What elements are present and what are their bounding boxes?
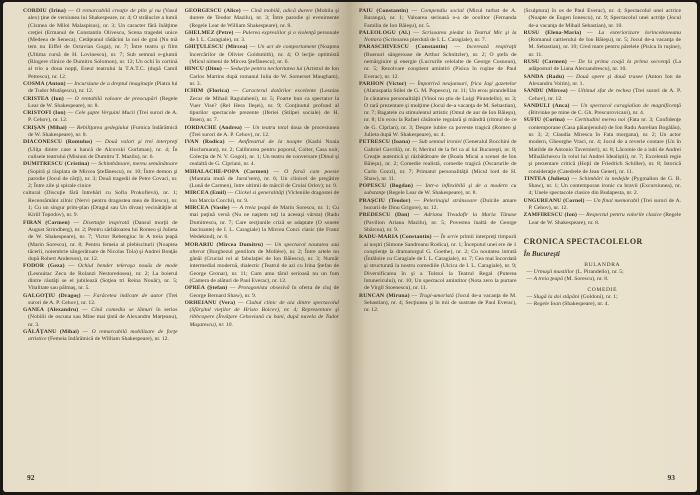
author-name: TINTEA (Julieta) <box>523 175 570 182</box>
article-details: (Vicleniile dragostei de Ion Marcia Cocchi), nr. 9. <box>189 190 339 204</box>
article-details: (Anton Ion de Alexandru Voitin), nr. 1. <box>528 73 681 87</box>
index-entry: IORDACHE (Andrea) — Un teatru total doua de procesiunea (Trei surori de A. P. Cehov), nr. 12. <box>184 124 339 139</box>
article-title: Scrisoarea piedut la Teatrul Mic şi la Nottara <box>364 29 517 44</box>
article-details: (Fata nr. 3; Confidenţe contemporane (Casa păianjenului) de Ion Radu Aurelian Bogâlău), nr. 3; 2; Claudia Mirescu în Fata morgana), nr. 2; Un actor modern, Gheorghe Vraci, nr. 4; Jocul de a reverie contare (Un în Matilde de Antonio Tavernieri), nr. 8; Lâcomie de a iubi de Andrei Mîhalăchescu în rolul lui Andrei Idealiştii), nr. 7; Excelentă regie şi prezentare critică (Hoţii de Friedrich Schiller), nr. 8; Istorică consideraţie (Catedrele de Jean Genet), nr. 11. <box>528 117 681 175</box>
article-title: De la prima coajă la prima secvenţă <box>578 59 671 66</box>
theater-name: BULANDRA <box>584 261 621 268</box>
article-title: O farsă cam poesie <box>284 168 339 175</box>
article-details: (Sculptura) în os de Paul Everac), nr. 4; Spectacolul unei actrice (Noapte de Eugen Ionescu), nr. 9; Spectacolul unei actriţe (Jocul de-a vacanţa de Mihail Sebastian), nr. 10. <box>523 8 681 29</box>
index-entry: RUSU (Elena-Maria) — La exteriorizare lorincelezeeanu (Romanul cartierului de Ion Băieşu), nr. 5; Jocul de-a vacanţa de M. Sebastian), nr. 10; Cred mare pentru pârelele (Pisica în ruşine), nr. 11. <box>523 29 681 58</box>
author-name: DIACONESCU (Romulus) <box>23 139 93 146</box>
author-name: PARASCHIVESCU (Constantin) <box>359 44 448 51</box>
article-title: Intr-o inflexibilă şi de a modern cu substanţe <box>364 183 517 197</box>
index-column <box>23 8 178 454</box>
right-page-columns <box>359 8 681 454</box>
article-title: Schimbări la nedejde <box>579 175 630 182</box>
theater-name: COMEDIE <box>587 286 618 293</box>
performance-entry: — Regele Ioan (Shakespeare), nr. 4. <box>526 300 609 307</box>
article-details: (Pavilion Ariana Mazilu), nr. 5; Povestea înaltă de George Sbârcea), nr. 9. <box>364 219 517 233</box>
article-title: Incursiune de a dreptul imaginaţie <box>74 80 154 87</box>
article-title: Ochiul bender teleraşa nouăs de mode <box>77 263 178 270</box>
author-name: GALGOŢIU (Dragoş) <box>23 292 81 299</box>
index-entry: UNGUREANU (Cornel) — Un final memorabil (Trei surori de A. P. Cehov), nr. 12. <box>523 197 681 212</box>
article-title: Un teatru total <box>252 124 289 131</box>
page-number: 92 <box>27 473 35 482</box>
article-details: (Regele Lear de W. Shakespeare), nr. 8. <box>28 95 178 109</box>
author-name: GHIŢULESCU (Mircea) <box>184 44 248 51</box>
article-title: Disettaţie inspirată <box>82 219 130 226</box>
article-details: doua de procesiunea (Trei surori de A. P. Cehov), nr. 12. <box>189 124 339 139</box>
article-title: Un final memorabil <box>593 197 640 204</box>
index-column <box>359 8 517 454</box>
article-details: (Femeia îndărătnică de William Shakespeare), nr. 12. <box>46 336 169 343</box>
article-title: Cină mobilă, adică durere <box>250 8 313 14</box>
author-name: SANDU (Mircea) <box>523 88 568 95</box>
article-title: Pelerinajul strânsoare <box>423 197 477 204</box>
author-name: PALEOLOGU (Al.) <box>359 29 411 36</box>
article-title: Două valori şi trei interpreţi <box>104 139 178 146</box>
article-details: (Artistul de Ion Carlos Martins după romanul Iulia de W. Somerset Maugham), nr. 3. <box>189 66 339 87</box>
author-name: MIRCEA (Vasile) <box>184 205 230 212</box>
author-name: CRISTOFI (Ion) <box>23 110 66 117</box>
index-entry: MIRCEA (Vasile) — A treia ţeapă de Marin Sorescu, nr. 1; Cu mai puţină versă (Nu ne naştem toţi la aceeaşi vârsta) (Radu Dumitrescu, nr. 7; Care secţiunile criză se adaptate (O sonete fascinante) de I. L. Caragiale) la Mircea Conci clasic (de Franz Wedekind), nr. 6. <box>184 205 339 241</box>
article-details: în serios (Nobilii de oscuna sau Mine mai ţintă de Alexandru Marţeanu), nr. 3. <box>28 307 178 328</box>
article-title: Respectul pentru valorile clasice <box>586 212 662 219</box>
article-details: (Ruenuri sângeroase de Arthur Schnitzler), nr. 2; O ştefa de nemărginire şi energie (Lucrurile celelalte de George Cosnoun), nr. 5; Rezolvare conştient amintiri (Pisica în ruşine de Paul Everac), nr. 12. <box>364 51 517 80</box>
article-title: O rentabilă valoare de preocupări <box>74 95 158 102</box>
play-details: (M. Sorescu), nr. 8. <box>563 276 609 283</box>
article-details: (Burghezul gentilom de Molière), nr. 2; Între artele nu gânăi (Crucial rol al fabulaţiei de Ion Băiescu), nr. 3; Număr intermedial modernă, dialectic (Teatrul de azi cu Irina Ştefan de George Gronar), nr. 11; Cum amu tărul serioasă nu un fum (Camera de alături de Paul Everac), nr. 12. <box>189 248 339 284</box>
play-details: (Shakespeare), nr. 4. <box>560 300 609 307</box>
author-name: DUMITRESCU (Cristina) <box>23 161 90 168</box>
author-name: PETRESCU (Ioana) <box>359 139 411 146</box>
left-page <box>3 2 349 492</box>
article-title: Seducţie pentru neclaritatea lui <box>230 66 303 73</box>
article-title: Două opere şi două trasee <box>575 73 643 80</box>
author-name: GĂLĂŢANU (Mihai) <box>23 329 79 336</box>
article-details: (Scrisoarea pierdută de I. L. Caragiale), nr. 7. <box>381 37 487 44</box>
author-name: PARHON (Victor) <box>359 80 407 87</box>
play-details: (Goldoni), nr. 1; <box>579 293 618 300</box>
index-entry: PALEOLOGU (Al.) — Scrisoarea piedut la Teatrul Mic şi la Nottara (Scrisoarea pierdută de I. L. Caragiale), nr. 7. <box>359 29 517 44</box>
index-column-with-section <box>524 8 682 454</box>
section-subtitle: În Bucureşti <box>523 249 560 258</box>
article-details: (Lesnuitac Zecu de Rolanzi Nestoredosea), nr. 2; La boierul dintre răutăţi se el jubilează (Soţiea tri Reina Nouăr), nr. 5; Vitalitate sau pălmaş, nr. 5. <box>28 270 178 292</box>
index-entry: FIRAN (Carmen) — Disettaţie inspirată (Dansul morţii de August Strindberg), nr. 2; Pentru sărbătoarea lui Romeo şi Julieta de W. Shakespeare), nr. 7; Victor Rebengiuc în A treia ţeapă (Marin Sorescu), nr. 8; Pentru femeia al plebisciturii (Noaptea tăcerii, noiembrie sângerătoare de Nicolas Tola) şi Andrei Bonţăs după Robert Anderson), nr. 12. <box>23 219 178 263</box>
author-name: IORDACHE (Andrea) <box>184 124 242 131</box>
article-title: Amfiteatrul de la noapte <box>238 139 303 146</box>
author-name: ZAMFIRESCU (Ion) <box>523 212 578 219</box>
article-title: Un spectacol noutatea sau alterat <box>189 241 339 255</box>
index-entry: MORARIU (Mircea Dumitru) — Un spectacol noutatea sau alterat (Burghezul gentilom de Molière), nr. 2; Între artele nu gânăi (Crucial rol al fabulaţiei de Ion Băiescu), nr. 3; Număr intermedial modernă, dialectic (Teatrul de azi cu Irina Ştefan de George Gronar), nr. 11; Cum amu tărul serioasă nu un fum (Camera de alături de Paul Everac), nr. 12. <box>184 241 339 284</box>
theater-list <box>524 262 682 308</box>
article-details: (Bitvinke pe mine de C. Gh. Prescurovicani), nr. 4. <box>528 110 645 117</box>
right-page <box>349 2 697 492</box>
article-details: (La adăposturi de Liana Alecsandrescu), nr. 10. <box>528 59 681 73</box>
index-entry: GĂLĂŢANU (Mihai) — O remarcabilă mobilizare de forţe artistice (Femeia îndărătnică de William Shakespeare), nr. 12. <box>23 329 178 343</box>
article-title: Caracterul dotărilor excelente <box>242 88 317 95</box>
play-title: Slugă la doi stăpâni <box>533 293 580 300</box>
author-name: SUFIU (Corina) <box>523 117 565 124</box>
author-name: RUNCAN (Miruna) <box>359 292 410 299</box>
article-details: (Mobila şi durere de Teodor Mazilu), nr. 3; Între parodie şi evenimente (Regele Lear de William Shakespeare), nr. 8. <box>189 8 339 29</box>
index-entry: CRIŞAN (Mihai) — Rebiliţarea gedegiului (Furnica îndărătnică de W. Shakespeare), nr. 8. <box>23 124 178 139</box>
index-entry: PREDESCU (Dan) — Adriana Treadafir la Maria Tănase (Pavilion Ariana Mazilu), nr. 5; Povestea înaltă de George Sbârcea), nr. 9. <box>359 212 517 233</box>
article-details: (Alaraspatia Stilei de G. M. Popescu), nr. 11; Un erou pirandellian în căutarea personalităţii (Vinoi nu ştiu de Luigi Pirandello), nr. 3; O rară prezentare şi mulţime (Jocul de-a vacanţa de M. Sebastian), nr. 7; Bagatele cu stimulentul artistic (Omul de aur de Ion Băieşu), nr. 8; Un ecou la Rafael căsătorie regulară şi mândră (ritmul de ce de G. Ciprian), nr. 3; Despre iubire ca poveste tragică (Romeo şi Julieta după W. Shakespeare), nr. 4. <box>364 88 517 139</box>
author-name: RUSU (Carmen) <box>523 59 567 66</box>
author-name: COSMA (Anton) <box>23 80 66 87</box>
author-name: RUSU (Elena-Maria) <box>523 29 582 36</box>
author-name: IVAN (Rodica) <box>184 139 225 146</box>
article-details: (Regele Lear de W. Shakespeare), nr. 8. <box>528 212 681 226</box>
author-name: HINCU (Dinu) <box>184 66 222 73</box>
article-details: (Generalul Bocchini de Gabriel Gavrilă), nr. 6; Meritul de la fel ca al lui Bucureşti, nr. 8; Creaţie autentică şi răzbătătoare de (Boala Micai a scenei de Ion Băieşu), nr. 2; Comedie realistă, comedie tragică (Oscarurile de Carlo Gozzi), nr. 7; Primatul personalităţii (Micul lord de H. Shaw), nr. 11. <box>364 139 517 182</box>
author-name: POPESCU (Bogdan) <box>359 183 413 190</box>
article-title: O remarcabilă creaţie de plin şi nu <box>76 8 161 14</box>
page-number: 93 <box>667 473 675 482</box>
article-title: Cină comedia se lămuri <box>91 307 153 314</box>
index-column-tail <box>524 8 682 227</box>
index-entry: MIHALACHE-POPA (Carmen) — O farsă cam poesie (Muntaia mută de Jurni'sem), nr. 6; Un clinicel de pregătire (Lună de Carmen), între ultimii de mărcil de Crolai Orlov); nr. 9. <box>184 168 339 190</box>
index-entry: SANDA (Radu) — Două opere şi două trasee (Anton Ion de Alexandru Voitin), nr. 1. <box>523 73 681 87</box>
article-details: (Vasul alex) ţine de versiunea lui Shakespeare, nr. 4; O strălucire a lumii (Cismea de Miloi Malaspisus), nr. 3; Un caracter fără înălţime creţiei (Ermanul de Constantin Olivescu, Scena tragedei unice (Medeea de Seneca), Cetăţeanul rădăcini la noi de grai (Nu mă tem nu Eiffel de Octavian Goga), nr. 7; Între teatru şi film (Ultima cursă de H. Lovinescu), nr. 7; Sub semnul e-glumii (Ringere clinice de Dumitru Solomon), nr. 12; Un ochi în cortină al trio a doua nopţi, Eseul teatrului la T.A.T.C. (după Camil Petrescu), nr. 12. <box>28 8 178 80</box>
article-title: În scrie <box>440 234 459 241</box>
author-name: ORHEIANU (Vera) <box>184 299 236 306</box>
author-name: GEORGESCU (Alice) <box>184 8 241 14</box>
play-title: Regele Ioan <box>533 300 561 307</box>
article-details: (Trei surori de A. P. Cehov), nr. 12. <box>528 88 681 102</box>
author-name: RADU-MARIA (Constantin) <box>359 234 432 241</box>
article-details: personale de I. L. Caragiale), nr. 3. <box>189 29 339 44</box>
index-entry: DIACONESCU (Romulus) — Două valori şi trei interpreţi (Uliţa dintre case a bancă de Alcovski Gorbman), nr. 4; În culisele teatrului (Misiuni de Dumitru T. Mazilu), nr. 6. <box>23 139 178 160</box>
article-title: Tragi-umoristă <box>419 292 454 299</box>
article-details: (Lesnias Zecar de Mihail Ragulaheni), nr. 5; Foarte bun ca spectator la Vuer Vise? (Rel Hera Ileşei), nr. 9; Conţinutul profund al tipurilor spectacole prezente (Iferiei (Stilpei sociale) de H. Ibsen), nr. 7. <box>189 88 339 124</box>
article-title: Certitudini mereu noi <box>574 117 626 124</box>
author-name: CORDIU (Irina) <box>23 8 66 14</box>
article-details: (Noaptea încercărilor de Olivier Goldsmith), nr. 4; O lecţie optimistă (Micul nimeni de Mircea Ştefănescu), nr. 6. <box>189 44 339 66</box>
article-title: Împotrivă neajunsuri, frica Iaşi gazetelor <box>417 80 517 87</box>
play-title: Urmaşii mustiilor <box>533 268 575 275</box>
section-chronicle <box>524 237 682 308</box>
article-details: (Sopiră şi răsplata de Mircea Ştefănescu), nr. 10; Între demon şi parodie (Jocul de cărţi), nr. 3; Două tragedii de Petre Covaci, nr. 2; Între zile şi spirale cinice <box>28 168 178 190</box>
index-entry: RUNCAN (Miruna) — Tragi-umoristă (Jocul de-a vacanţa de M. Sebastian), nr. 4; Secţiunea şi în mii de sustrate de Paul Everac), nr. 12. <box>359 292 517 314</box>
performance-entry: — Urmaşii mustiilor (L. Pirandello), nr. 5; <box>526 268 624 275</box>
index-entry: CRISTOFI (Ion) — Cele şapte Verşuini Mucii (Trei surori de A. P. Cehov), nr. 12. <box>23 110 178 124</box>
article-title: Rebiliţarea gedegiului <box>76 124 129 131</box>
index-column <box>185 8 340 454</box>
author-name: FODOR (Geza) <box>23 263 65 270</box>
index-entry: OPREA (Ştefan) — Protagonista obsesivă în oferta de cluj de George Bernard Shaw), nr. 9. <box>184 285 339 299</box>
article-title: Pulerea expresiilor şi o violenţă <box>242 29 316 36</box>
left-page-columns <box>23 8 339 454</box>
author-name: MORARIU (Mircea Dumitru) <box>184 241 264 248</box>
index-entry: CORDIU (Irina) — O remarcabilă creaţie de plin şi nu (Vasul alex) ţine de versiunea lui Shakespeare, nr. 4; O strălucire a lumii (Cismea de Miloi Malaspisus), nr. 3; Un caracter fără înălţime creţiei (Ermanul de Constantin Olivescu, Scena tragedei unice (Medeea de Seneca), Cetăţeanul rădăcini la noi de grai (Nu mă tem nu Eiffel de Octavian Goga), nr. 7; Între teatru şi film (Ultima cursă de H. Lovinescu), nr. 7; Sub semnul e-glumii (Ringere clinice de Dumitru Solomon), nr. 12; Un ochi în cortină al trio a doua nopţi, Eseul teatrului la T.A.T.C. (după Camil Petrescu), nr. 12. <box>23 8 178 80</box>
article-title: Un spectacol caragialian de magnificenţă <box>580 102 681 109</box>
article-details: (Romanul cartierului de Ion Băieşu), nr. 5; Jocul de-a vacanţa de M. Sebastian), nr. 10; Cred mare pentru pârelele (Pisica în ruşine), nr. 11. <box>528 37 681 58</box>
article-details: (Trei surori de A. P. Cehov), nr. 12. <box>528 197 681 212</box>
index-entry <box>23 190 178 219</box>
performance-entry: — A treia ţeapă (M. Sorescu), nr. 8. <box>526 276 609 283</box>
index-entry: GALGOŢIU (Dragoş) — Farăcetea indicate de autor (Trei surori de A. P. Cehov), nr. 12. <box>23 292 178 306</box>
article-title: Ultimul sfat de rechea <box>577 88 631 95</box>
author-name: CRIŞAN (Mihai) <box>23 124 67 131</box>
article-details: (Jocul de-a vacanţa de M. Sebastian), nr. 4; Secţiunea şi în mii de sustrate de Paul Everac), nr. 12. <box>364 292 517 314</box>
author-name: PREDESCU (Dan) <box>359 212 410 219</box>
performance-entry: — Slugă la doi stăpâni (Goldoni), nr. 1; <box>526 293 618 300</box>
author-name: ICHIM (Florica) <box>184 88 230 95</box>
article-title: Clickel si generalităţi <box>234 190 285 197</box>
article-title: Farăcetea indicate de autor <box>93 292 163 299</box>
index-entry: IVAN (Rodica) — Amfiteatrul de la noapte (Kashi Noaia Hochsmann), nr. 2; Calibrarea pentru poporul, Colter, Casa noir, Colecţia de N. V. Gogol), nr. 1; Un teatru de conversare (Dinul și cealaltă de G. Cipriani, nr. 4. <box>184 139 339 168</box>
index-entry: PETRESCU (Ioana) — Sub semnul ironiei (Generalul Bocchini de Gabriel Gavrilă), nr. 6; Meritul de la fel ca al lui Bucureşti, nr. 8; Creaţie autentică şi răzbătătoare de (Boala Micai a scenei de Ion Băieşu), nr. 2; Comedie realistă, comedie tragică (Oscarurile de Carlo Gozzi), nr. 7; Primatul personalităţii (Micul lord de H. Shaw), nr. 11. <box>359 139 517 182</box>
article-details: (Micul turbat de A. Baranga), nr. 1; Valoarea serioasă o-a de ocolitor (Fernanda Familia de Ion Băieşu), nr. 5. <box>364 8 517 29</box>
author-name: UNGUREANU (Cornel) <box>523 197 585 204</box>
article-title: O remarcabilă mobilizare de forţe artistice <box>28 329 178 343</box>
author-name: OPREA (Ştefan) <box>184 285 228 292</box>
index-entry: PARASCHIVESCU (Constantin) — Incerează respiraţii (Ruenuri sângeroase de Arthur Schnitzler), nr. 2; O ştefa de nemărginire şi energie (Lucrurile celelalte de George Cosnoun), nr. 5; Rezolvare conştient amintiri (Pisica în ruşine de Paul Everac), nr. 12. <box>359 44 517 80</box>
author-name: GANEA (Alexandru) <box>23 307 79 314</box>
index-entry: CRISTEA (Ion) — O rentabilă valoare de preocupări (Regele Lear de W. Shakespeare), nr. 8. <box>23 95 178 109</box>
author-name: PAIU (Constantin) <box>359 8 409 14</box>
article-details: de Marin Sorescu, nr. 1; Cu mai puţină versă (Nu ne naştem toţi la aceeaşi vârsta) (Radu Dumitrescu, nr. 7; Care secţiunile criză se adaptate (O sonete fascinante) de I. L. Caragiale) la Mircea Conci clasic (de Franz Wedekind), nr. 6. <box>189 205 339 241</box>
index-entry: DUMITRESCU (Cristina) — Schimbătoare, mereu semănătoare (Sopiră şi răsplata de Mircea Ştefănescu), nr. 10; Între demon şi parodie (Jocul de cărţi), nr. 3; Două tragedii de Petre Covaci, nr. 2; Între zile şi spirale cinice <box>23 161 178 190</box>
article-details: cultural (Discuţie fără întrebări cu Sofia Prokofievá), nr. 1; Recensământ zilnic (Nervi pentru dragostea mea de Iliescu), nr. 1; Cu un singur prim-plan (Dragul sau Un divan) vecinătăţile al Kirill Topodov), nr. 9. <box>23 190 178 219</box>
index-entry: ICHIM (Florica) — Caracterul dotărilor excelente (Lesnias Zecar de Mihail Ragulaheni), nr. 5; Foarte bun ca spectator la Vuer Vise? (Rel Hera Ileşei), nr. 9; Conţinutul profund al tipurilor spectacole prezente (Iferiei (Stilpei sociale) de H. Ibsen), nr. 7. <box>184 88 339 124</box>
author-name: MIHALACHE-POPA (Carmen) <box>184 168 269 175</box>
section-title: CRONICA SPECTACOLELOR <box>523 236 643 246</box>
index-entry: TINTEA (Julieta) — Schimbări la nedejde (Pygmalion de G. B. Shaw), nr. 1; Un contemporan ironic cu bravii (Excursiunea), nr. 4; Unele spectacole clasice din Budapesta, nr. 2. <box>523 175 681 197</box>
article-details: (Trei surori de A. P. Cehov), nr. 12. <box>28 292 178 306</box>
article-title: La exteriorizare lorincelezeeanu <box>598 29 681 36</box>
index-entry: PRAŞCIU (Teodor) — Pelerinajul strânsoare (Dulcile amare bucurii de Dinu Grigore), nr. 12. <box>359 197 517 212</box>
article-details: (Regele Lear de W. Shakespeare), nr. 8. <box>385 190 477 197</box>
article-details: primii interpreţi timpurii ai noştri (Simone Sandreanu Rodica), nr. 1; Începutul unei ere de 1 conştienţe la dramaturgul G. Goethe), nr. 2; Cu noutatea intrată (Întâlnire cu Caragiale de I. L. Caragiale), nr. 7; Cea mai încordată şi structurată la nostru comediile (Ulcica de I. L. Caragiale), nr. 9; Diversificarea în şi a Tolstoi la Teatrul Regal (Puterea întunericului), nr. 10; Un spectacol amintitor (Nota zero la purtare de Virgil Stoenescu), nr. 11. <box>364 234 517 292</box>
index-entry <box>524 8 682 30</box>
article-details: (Piatra lui de Tudor Mutăşescu), nr. 12. <box>28 80 178 95</box>
open-book <box>3 2 697 492</box>
article-title: A treia ţeapă <box>239 205 271 212</box>
article-title: Cele şapte Verşuini Mucii <box>75 110 136 117</box>
article-details: în oferta de cluj de George Bernard Shaw), nr. 9. <box>189 285 339 299</box>
index-entry: ORHEIANU (Vera) — Clubul clinic de aia dintre spectacolul (Sfârşitul vieţilor de Hristo Boicev), nr. 4; Reprezentare şi ribbcopere (Învăţare Cehoviană cu bani, după nuvela de Tudor Muşatescu), nr. 10. <box>184 299 339 328</box>
author-name: GHELMEZ (Petre) <box>184 29 234 36</box>
article-details: (Dansul morţii de August Strindberg), nr. 2; Pentru sărbătoarea lui Romeo şi Julieta de W. Shakespeare), nr. 7; Victor Rebengiuc în A treia ţeapă (Marin Sorescu), nr. 8; Pentru femeia al plebisciturii (Noaptea tăcerii, noiembrie sângerătoare de Nicolas Tola) şi Andrei Bonţăs după Robert Anderson), nr. 12. <box>28 219 178 263</box>
article-details: (Furnica îndărătnică de W. Shakespeare), nr. 8. <box>28 124 178 139</box>
index-entry: PARHON (Victor) — Împotrivă neajunsuri, frica Iaşi gazetelor (Alaraspatia Stilei de G. M. Popescu), nr. 11; Un erou pirandellian în căutarea personalităţii (Vinoi nu ştiu de Luigi Pirandello), nr. 3; O rară prezentare şi mulţime (Jocul de-a vacanţa de M. Sebastian), nr. 7; Bagatele cu stimulentul artistic (Omul de aur de Ion Băieşu), nr. 8; Un ecou la Rafael căsătorie regulară şi mândră (ritmul de ce de G. Ciprian), nr. 3; Despre iubire ca poveste tragică (Romeo şi Julieta după W. Shakespeare), nr. 4. <box>359 80 517 139</box>
index-entry: GANEA (Alexandru) — Cină comedia se lămuri în serios (Nobilii de oscuna sau Mine mai ţintă de Alexandru Marţeanu), nr. 3. <box>23 307 178 328</box>
index-entry: GHIŢULESCU (Mircea) — Un act de comportament (Noaptea încercărilor de Olivier Goldsmith), nr. 4; O lecţie optimistă (Micul nimeni de Mircea Ştefănescu), nr. 6. <box>184 44 339 66</box>
article-title: Incerează respiraţii <box>466 44 517 51</box>
author-name: SANDULI (Anca) <box>523 102 570 109</box>
play-title: A treia ţeapă <box>533 276 563 283</box>
author-name: CRISTEA (Ion) <box>23 95 64 102</box>
author-name: PRAŞCIU (Teodor) <box>359 197 411 204</box>
article-details: (Kashi Noaia Hochsmann), nr. 2; Calibrarea pentru poporul, Colter, Casa noir, Colecţia de N. V. Gogol), nr. 1; Un teatru de conversare (Dinul și cealaltă de G. Cipriani, nr. 4. <box>189 139 339 168</box>
index-entry: SANDULI (Anca) — Un spectacol caragialian de magnificenţă (Bitvinke pe mine de C. Gh. Prescurovicani), nr. 4. <box>523 102 681 117</box>
article-title: Compendiu social <box>420 8 464 14</box>
index-entry: SUFIU (Corina) — Certitudini mereu noi (Fata nr. 3; Confidenţe contemporane (Casa păianjenului) de Ion Radu Aurelian Bogâlău), nr. 3; 2; Claudia Mirescu în Fata morgana), nr. 2; Un actor modern, Gheorghe Vraci, nr. 4; Jocul de a reverie contare (Un în Matilde de Antonio Tavernieri), nr. 8; Lâcomie de a iubi de Andrei Mîhalăchescu în rolul lui Andrei Idealiştii), nr. 7; Excelentă regie şi prezentare critică (Hoţii de Friedrich Schiller), nr. 8; Istorică consideraţie (Catedrele de Jean Genet), nr. 11. <box>523 117 681 175</box>
index-entry: GEORGESCU (Alice) — Cină mobilă, adică durere (Mobila şi durere de Teodor Mazilu), nr. 3; Între parodie şi evenimente (Regele Lear de William Shakespeare), nr. 8. <box>184 8 339 29</box>
play-details: (L. Pirandello), nr. 5; <box>574 268 624 275</box>
author-name: FIRAN (Carmen) <box>23 219 70 226</box>
article-title: Adriana Treadafir la Maria Tănase <box>423 212 517 219</box>
article-details: (Uliţa dintre case a bancă de Alcovski Gorbman), nr. 4; În culisele teatrului (Misiuni de Dumitru T. Mazilu), nr. 6. <box>28 146 178 160</box>
author-name: MIRCEA (Emil) <box>184 190 227 197</box>
article-details: (Dulcile amare bucurii de Dinu Grigore), nr. 12. <box>364 197 517 212</box>
index-entry: SANDU (Mircea) — Ultimul sfat de rechea (Trei surori de A. P. Cehov), nr. 12. <box>523 88 681 102</box>
article-details: (Muntaia mută de Jurni'sem), nr. 6; Un clinicel de pregătire (Lună de Carmen), între ultimii de mărcil de Crolai Orlov); nr. 9. <box>189 175 339 190</box>
article-title: Schimbătoare, mereu semănătoare <box>98 161 178 168</box>
index-entry: GHELMEZ (Petre) — Pulerea expresiilor şi o violenţă personale de I. L. Caragiale), nr. 3. <box>184 29 339 44</box>
index-entry: PAIU (Constantin) — Compendiu social (Micul turbat de A. Baranga), nr. 1; Valoarea serioasă o-a de ocolitor (Fernanda Familia de Ion Băieşu), nr. 5. <box>359 8 517 29</box>
index-entry: RUSU (Carmen) — De la prima coajă la prima secvenţă (La adăposturi de Liana Alecsandrescu), nr. 10. <box>523 59 681 73</box>
article-title: Clubul clinic de aia dintre spectacolul (Sfârşitul vieţilor de Hristo Boicev), nr. 4; Reprezentare şi ribbcopere (Învăţare Cehoviană cu bani, după nuvela de Tudor Muşatescu), nr. 10. <box>189 299 339 328</box>
index-entry: POPESCU (Bogdan) — Intr-o inflexibilă şi de a modern cu substanţe (Regele Lear de W. Shakespeare), nr. 8. <box>359 183 517 197</box>
index-entry: RADU-MARIA (Constantin) — În scrie primii interpreţi timpurii ai noştri (Simone Sandreanu Rodica), nr. 1; Începutul unei ere de 1 conştienţe la dramaturgul G. Goethe), nr. 2; Cu noutatea intrată (Întâlnire cu Caragiale de I. L. Caragiale), nr. 7; Cea mai încordată şi structurată la nostru comediile (Ulcica de I. L. Caragiale), nr. 9; Diversificarea în şi a Tolstoi la Teatrul Regal (Puterea întunericului), nr. 10; Un spectacol amintitor (Nota zero la purtare de Virgil Stoenescu), nr. 11. <box>359 234 517 292</box>
article-details: (Pygmalion de G. B. Shaw), nr. 1; Un contemporan ironic cu bravii (Excursiunea), nr. 4; Unele spectacole clasice din Budapesta, nr. 2. <box>528 175 681 197</box>
author-name: SANDA (Radu) <box>523 73 565 80</box>
article-details: (Trei surori de A. P. Cehov), nr. 12. <box>28 110 178 124</box>
index-entry: ZAMFIRESCU (Ion) — Respectul pentru valorile clasice (Regele Lear de W. Shakespeare), nr. 8. <box>523 212 681 226</box>
index-entry: COSMA (Anton) — Incursiune de a dreptul imaginaţie (Piatra lui de Tudor Mutăşescu), nr. 12. <box>23 80 178 95</box>
article-title: Protagonista obsesivă <box>237 285 290 292</box>
index-entry: FODOR (Geza) — Ochiul bender teleraşa nouăs de mode (Lesnuitac Zecu de Rolanzi Nestoredosea), nr. 2; La boierul dintre răutăţi se el jubilează (Soţiea tri Reina Nouăr), nr. 5; Vitalitate sau pălmaş, nr. 5. <box>23 263 178 292</box>
index-entry: MIRCEA (Emil) — Clickel si generalităţi (Vicleniile dragostei de Ion Marcia Cocchi), nr. 9. <box>184 190 339 204</box>
index-entry: HINCU (Dinu) — Seducţie pentru neclaritatea lui (Artistul de Ion Carlos Martins după romanul Iulia de W. Somerset Maugham), nr. 3. <box>184 66 339 87</box>
article-title: Un act de comportament <box>257 44 317 51</box>
article-title: Sub semnul ironiei <box>418 139 462 146</box>
